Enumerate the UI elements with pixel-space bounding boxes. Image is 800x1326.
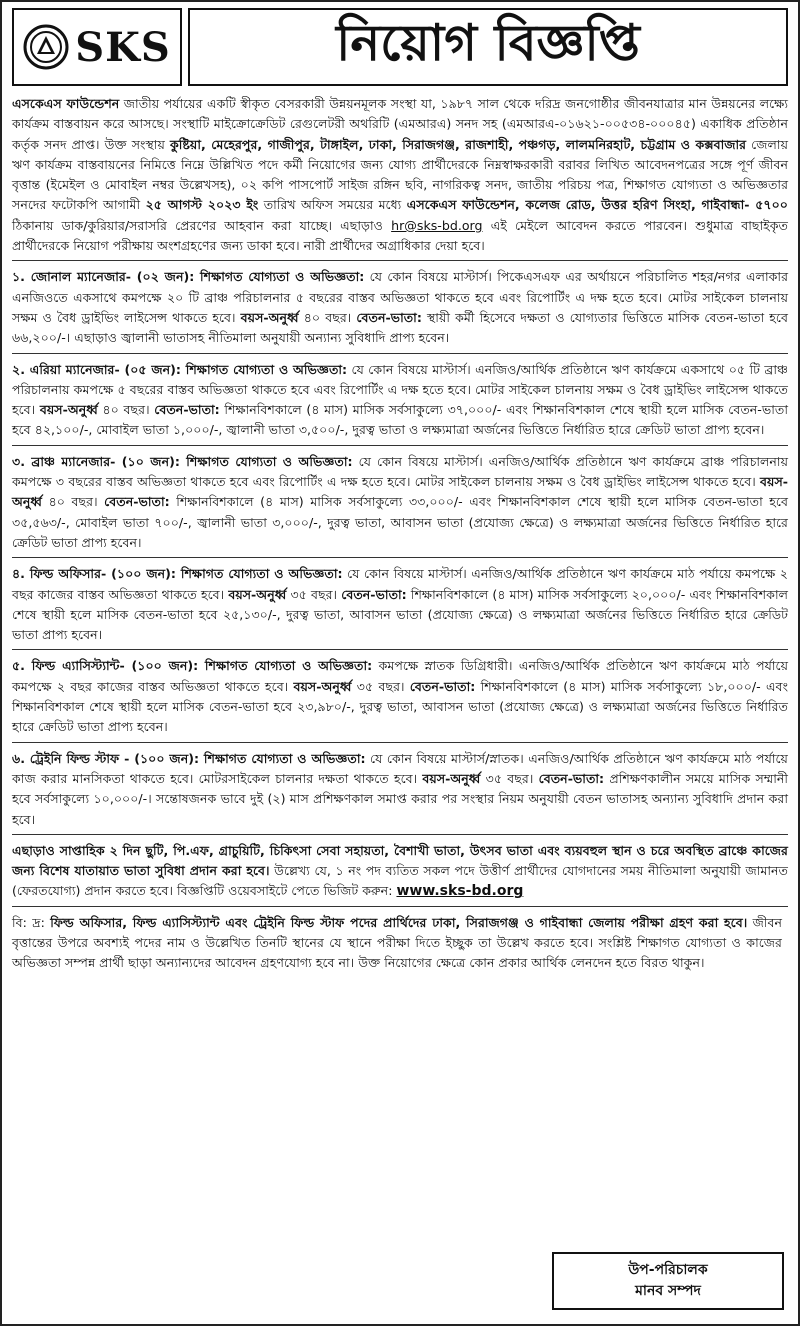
age-value: ৪০ বছর।: [42, 494, 105, 510]
salary-label: বেতন-ভাতা:: [538, 770, 605, 786]
age-value: ৩৫ বছর।: [351, 678, 410, 694]
signature-box: [552, 1252, 784, 1310]
office-address: এসকেএস ফাউন্ডেশন, কলেজ রোড, উত্তর হরিণ সিংহা, গাইবান্ধা- ৫৭০০: [406, 197, 788, 213]
intro-text: ঠিকানায় ডাক/কুরিয়ার/সরাসরি প্রেরণের আহবান করা যাচ্ছে। এছাড়াও: [12, 217, 392, 233]
salary-label: বেতন-ভাতা:: [409, 678, 476, 694]
intro-text: তারিখ অফিস সময়ের মধ্যে: [258, 197, 407, 213]
age-value: ৩৫ বছর।: [480, 770, 539, 786]
page-title: নিয়োগ বিজ্ঞপ্তি: [336, 12, 640, 72]
divider: [12, 445, 788, 446]
positions-list: [12, 267, 788, 834]
org-name: এসকেএস ফাউন্ডেশন: [12, 96, 120, 111]
age-label: বয়স-অনুর্ধ্ব: [240, 309, 299, 325]
age-label: বয়স-অনুর্ধ্ব: [39, 402, 98, 418]
position-title: ৬. ট্রেইনি ফিল্ড স্টাফ - (১০০ জন): শিক্ষাগত যোগ্যতা ও অভিজ্ঞতা:: [12, 750, 366, 766]
header: [12, 8, 788, 86]
divider: [12, 353, 788, 354]
district-list: কুষ্টিয়া, মেহেরপুর, গাজীপুর, টাঙ্গাইল, ঢাকা, সিরাজগঞ্জ, রাজশাহী, পঞ্চগড়, লালমনিরহাট, চট্টগ্রাম ও কক্সবাজার: [169, 136, 747, 152]
age-label: বয়স-অনুর্ধ্ব: [422, 770, 481, 786]
position-requirements: যে কোন বিষয়ে মাস্টার্স। এনজিও/আর্থিক প্রতিষ্ঠানে ঋণ কার্যক্রমে মাঠ পর্যায়ে কমপক্ষে ২ বছর কাজের বাস্তব অভিজ্ঞতা থাকতে হবে।: [12, 566, 788, 602]
title-box: [188, 8, 788, 86]
signature-designation: উপ-পরিচালক: [628, 1262, 708, 1278]
intro-text: এই মেইলে আবেদন করতে পারবেন। শুধুমাত্র বাছাইকৃত প্রার্থীদেরকে নিয়োগ পরীক্ষায় অংশগ্রহণের জন্য ডাকা হবে। নারী প্রার্থীদের অগ্রাধিকার দেয়া হবে।: [12, 217, 788, 254]
intro-text: জেলায় ঋণ কার্যক্রম বাস্তবায়নের নিমিত্তে নিম্নে উল্লিখিত পদে কর্মী নিয়োগের জন্য যোগ্য প্রার্থীদেরকে নিম্নস্বাক্ষরকারী বরাবর লিখিত আবেদনপত্রের সঙ্গে পূর্ণ জীবন বৃত্তান্ত (ইমেইল ও মোবাইল নম্বর উল্লেখসহ), ০২ কপি পাসপোর্ট সাইজ রঙ্গিন ছবি, নাগরিকত্ব সনদ, জাতীয় পরিচয় পত্র, শিক্ষাগত যোগ্যতা ও অভিজ্ঞতার সনদের ফটোকপি আগামী: [12, 136, 788, 213]
age-label: বয়স-অনুর্ধ্ব: [12, 474, 788, 510]
email-link[interactable]: hr@sks-bd.org: [391, 217, 483, 233]
position-section: [12, 749, 788, 830]
divider: [12, 260, 788, 261]
benefits-paragraph: [12, 841, 788, 902]
divider: [12, 834, 788, 835]
salary-label: বেতন-ভাতা:: [104, 494, 170, 510]
salary-details: শিক্ষানবিশকালে (৪ মাস) মাসিক সর্বসাকুল্যে ১৮,০০০/- এবং শিক্ষানবিশকাল শেষে স্থায়ী হলে মাসিক বেতন-ভাতা হবে ২৩,৯৮০/-, দুরত্ব ভাতা, আবাসন ভাতা (প্রযোজ্য ক্ষেত্রে) ও লক্ষ্যমাত্রা অর্জনের ভিত্তিতে নির্ধারিত হারে ক্রেডিট ভাতা প্রাপ্য হবেন।: [12, 678, 788, 735]
age-value: ৩৫ বছর।: [286, 586, 342, 602]
position-section: [12, 564, 788, 645]
age-label: বয়স-অনুর্ধ্ব: [293, 678, 352, 694]
divider: [12, 557, 788, 558]
salary-label: বেতন-ভাতা:: [356, 309, 422, 325]
note-bold: ফিল্ড অফিসার, ফিল্ড এ্যাসিস্ট্যান্ট এবং ট্রেইনি ফিল্ড স্টাফ পদের প্রার্থিদের ঢাকা, সিরাজগঞ্জ ও গাইবান্ধা জেলায় পরীক্ষা গ্রহণ করা হবে।: [50, 914, 748, 930]
salary-details: শিক্ষানবিশকালে (৪ মাস) মাসিক সর্বসাকুল্যে ২০,০০০/- এবং শিক্ষানবিশকাল শেষে স্থায়ী হলে মাসিক বেতন-ভাতা হবে ২৫,১৩০/-, দুরত্ব ভাতা, আবাসন ভাতা (প্রযোজ্য ক্ষেত্রে) ও লক্ষ্যমাত্রা অর্জনের ভিত্তিতে নির্ধারিত হারে ক্রেডিট ভাতা প্রাপ্য হবেন।: [12, 586, 788, 643]
age-label: বয়স-অনুর্ধ্ব: [228, 586, 287, 602]
website-link[interactable]: www.sks-bd.org: [396, 883, 524, 900]
position-title: ১. জোনাল ম্যানেজার- (০২ জন): শিক্ষাগত যোগ্যতা ও অভিজ্ঞতা:: [12, 269, 365, 285]
position-title: ৪. ফিল্ড অফিসার- (১০০ জন): শিক্ষাগত যোগ্যতা ও অভিজ্ঞতা:: [12, 566, 343, 582]
position-requirements: যে কোন বিষয়ে মাস্টার্স। পিকেএসএফ এর অর্থায়নে পরিচালিত শহর/নগর এলাকার এনজিওতে একসাথে কমপক্ষে ২০ টি ব্রাঞ্চ পরিচালনার ৫ বছরের বাস্তব অভিজ্ঞতা থাকতে হবে এবং রিপোর্টিং এ দক্ষ হতে হবে। মোটর সাইকেল চালনায় সক্ষম ও বৈধ ড্রাইভিং লাইসেন্স থাকতে হবে।: [12, 269, 788, 325]
position-title: ২. এরিয়া ম্যানেজার- (০৫ জন): শিক্ষাগত যোগ্যতা ও অভিজ্ঞতা:: [12, 361, 348, 377]
salary-details: শিক্ষানবিশকালে (৪ মাস) মাসিক সর্বসাকুল্যে ৩৩,০০০/- এবং শিক্ষানবিশকাল শেষে স্থায়ী হলে মাসিক বেতন-ভাতা হবে ৩৫,৫৬৩/-, মোবাইল ভাতা ৭০০/-, জ্বালানী ভাতা ৩,০০০/-, দুরত্ব ভাতা, আবাসন ভাতা (প্রযোজ্য ক্ষেত্রে) ও লক্ষ্যমাত্রা অর্জনের ভিত্তিতে নির্ধারিত হারে ক্রেডিট ভাতা প্রাপ্য হবেন।: [12, 494, 788, 550]
circular-body: [12, 94, 788, 974]
position-requirements: কমপক্ষে স্নাতক ডিগ্রিধারী। এনজিও/আর্থিক প্রতিষ্ঠানে ঋণ কার্যক্রমে মাঠ পর্যায়ে কমপক্ষে ২ বছর কাজের বাস্তব অভিজ্ঞতা থাকতে হবে।: [12, 658, 789, 694]
deadline-date: ২৫ আগস্ট ২০২৩ ইং: [145, 197, 259, 213]
sks-emblem-icon: [23, 24, 69, 70]
position-section: [12, 267, 788, 348]
divider: [12, 906, 788, 907]
intro-text: জাতীয় পর্যায়ের একটি স্বীকৃত বেসরকারী উন্নয়নমূলক সংস্থা যা, ১৯৮৭ সাল থেকে দরিদ্র জনগোষ্ঠীর জীবনযাত্রার মান উন্নয়নের লক্ষ্যে কার্যক্রম বাস্তবায়ন করে আসছে। সংস্থাটি মাইক্রোক্রেডিট রেগুলেটরী অথরিটি (এমআরএ) সনদ সহ (এমআরএ-০১৬২১-০০৫৩৪-০০০৪৫) একাধিক প্রতিষ্ঠান কর্তৃক সনদ প্রাপ্ত। উক্ত সংস্থায়: [12, 96, 788, 152]
position-section: [12, 452, 788, 553]
position-title: ৫. ফিল্ড এ্যাসিস্ট্যান্ট- (১০০ জন): শিক্ষাগত যোগ্যতা ও অভিজ্ঞতা:: [12, 658, 373, 674]
salary-details: প্রশিক্ষণকালীন সময়ে মাসিক সম্মানী হবে সর্বসাকুল্যে ১০,০০০/-। সন্তোষজনক ভাবে দুই (২) মাস প্রশিক্ষণকাল সমাপ্ত করার পর সংস্থার নিয়ম অনুযায়ী বেতন ভাতাসহ অন্যান্য সুবিধাদি প্রদান করা হবে।: [12, 770, 788, 827]
age-value: ৪০ বছর।: [298, 309, 357, 325]
benefits-bold: এছাড়াও সাপ্তাহিক ২ দিন ছুটি, পি.এফ, গ্রাচুয়িটি, চিকিৎসা সেবা সহায়তা, বৈশাখী ভাতা, উৎসব ভাতা এবং ব্যয়বহুল স্থান ও চরে অবস্থিত ব্রাঞ্চে কাজের জন্য বিশেষ যাতায়াত ভাতা সুবিধা প্রদান করা হবে।: [12, 842, 788, 879]
position-requirements: যে কোন বিষয়ে মাস্টার্স। এনজিও/আর্থিক প্রতিষ্ঠানে ঋণ কার্যক্রমে একসাথে ০৫ টি ব্রাঞ্চ পরিচালনায় কমপক্ষে ৫ বছরের বাস্তব অভিজ্ঞতা থাকতে হবে এবং রিপোর্টিং এ দক্ষ হতে হবে। মোটর সাইকেল চালনায় সক্ষম ও বৈধ ড্রাইভিং লাইসেন্স থাকতে হবে।: [12, 361, 788, 418]
sks-logo: [12, 8, 182, 86]
salary-details: স্থায়ী কর্মী হিসেবে দক্ষতা ও যোগ্যতার ভিত্তিতে মাসিক বেতন-ভাতা হবে ৬৬,২০০/-। এছাড়াও জ্বালানী ভাতাসহ নীতিমালা অনুযায়ী অন্যান্য সুবিধাদি প্রাপ্য হবেন।: [12, 309, 788, 346]
divider: [12, 742, 788, 743]
salary-label: বেতন-ভাতা:: [341, 586, 407, 602]
position-section: [12, 360, 788, 441]
salary-details: শিক্ষানবিশকালে (৪ মাস) মাসিক সর্বসাকুল্যে ৩৭,০০০/- এবং শিক্ষানবিশকাল শেষে স্থায়ী হলে মাসিক বেতন-ভাতা হবে ৪২,১০০/-, মোবাইল ভাতা ১,০০০/-, জ্বালানী ভাতা ৩,৫০০/-, দুরত্ব ভাতা ও লক্ষ্যমাত্রা অর্জনের ভিত্তিতে নির্ধারিত হারে ক্রেডিট ভাতা প্রাপ্য হবেন।: [12, 402, 788, 438]
note-text: জীবন বৃত্তান্তের উপরে অবশ্যই পদের নাম ও উল্লেখিত তিনটি স্থানের যে স্থানে পরীক্ষা দিতে ইচ্ছুক তা উল্লেখ করতে হবে। সংশ্লিষ্ট শিক্ষাগত যোগ্যতা ও কাজের অভিজ্ঞতা সম্পন্ন প্রার্থী ছাড়া অন্যান্যদের আবেদন গ্রহণযোগ্য হবে না। উক্ত নিয়োগের ক্ষেত্রে কোন প্রকার আর্থিক লেনদেন হতে বিরত থাকুন।: [12, 914, 783, 971]
position-requirements: যে কোন বিষয়ে মাস্টার্স/স্নাতক। এনজিও/আর্থিক প্রতিষ্ঠানে ঋণ কার্যক্রমে মাঠ পর্যায়ে কাজ করার মানসিকতা থাকতে হবে। মোটরসাইকেল চালনার দক্ষতা থাকতে হবে।: [12, 750, 788, 786]
signature-department: মানব সম্পদ: [635, 1283, 701, 1299]
note-prefix: বি: দ্র:: [12, 914, 51, 930]
logo-text: SKS: [75, 23, 171, 71]
intro-paragraph: [12, 94, 788, 256]
position-title: ৩. ব্রাঞ্চ ম্যানেজার- (১০ জন): শিক্ষাগত যোগ্যতা ও অভিজ্ঞতা:: [12, 453, 353, 469]
note-paragraph: [12, 913, 782, 974]
salary-label: বেতন-ভাতা:: [154, 402, 220, 418]
benefits-text: উল্লেখ্য যে, ১ নং পদ ব্যতিত সকল পদে উত্তীর্ণ প্রার্থীদের যোগদানের সময় নীতিমালা অনুযায়ী জামানত (ফেরতযোগ্য) প্রদান করতে হবে। বিজ্ঞপ্তিটি ওয়েবসাইটে পেতে ভিজিট করুন:: [12, 863, 788, 899]
divider: [12, 649, 788, 650]
age-value: ৪০ বছর।: [97, 402, 155, 418]
position-section: [12, 656, 788, 737]
position-requirements: যে কোন বিষয়ে মাস্টার্স। এনজিও/আর্থিক প্রতিষ্ঠানে ঋণ কার্যক্রমে ব্রাঞ্চ পরিচালনায় কমপক্ষে ৩ বছরের বাস্তব অভিজ্ঞতা থাকতে হবে এবং রিপোর্টিং এ দক্ষ হতে হবে। মোটর সাইকেল চালনায় সক্ষম ও বৈধ ড্রাইভিং লাইসেন্স থাকতে হবে।: [12, 453, 788, 490]
